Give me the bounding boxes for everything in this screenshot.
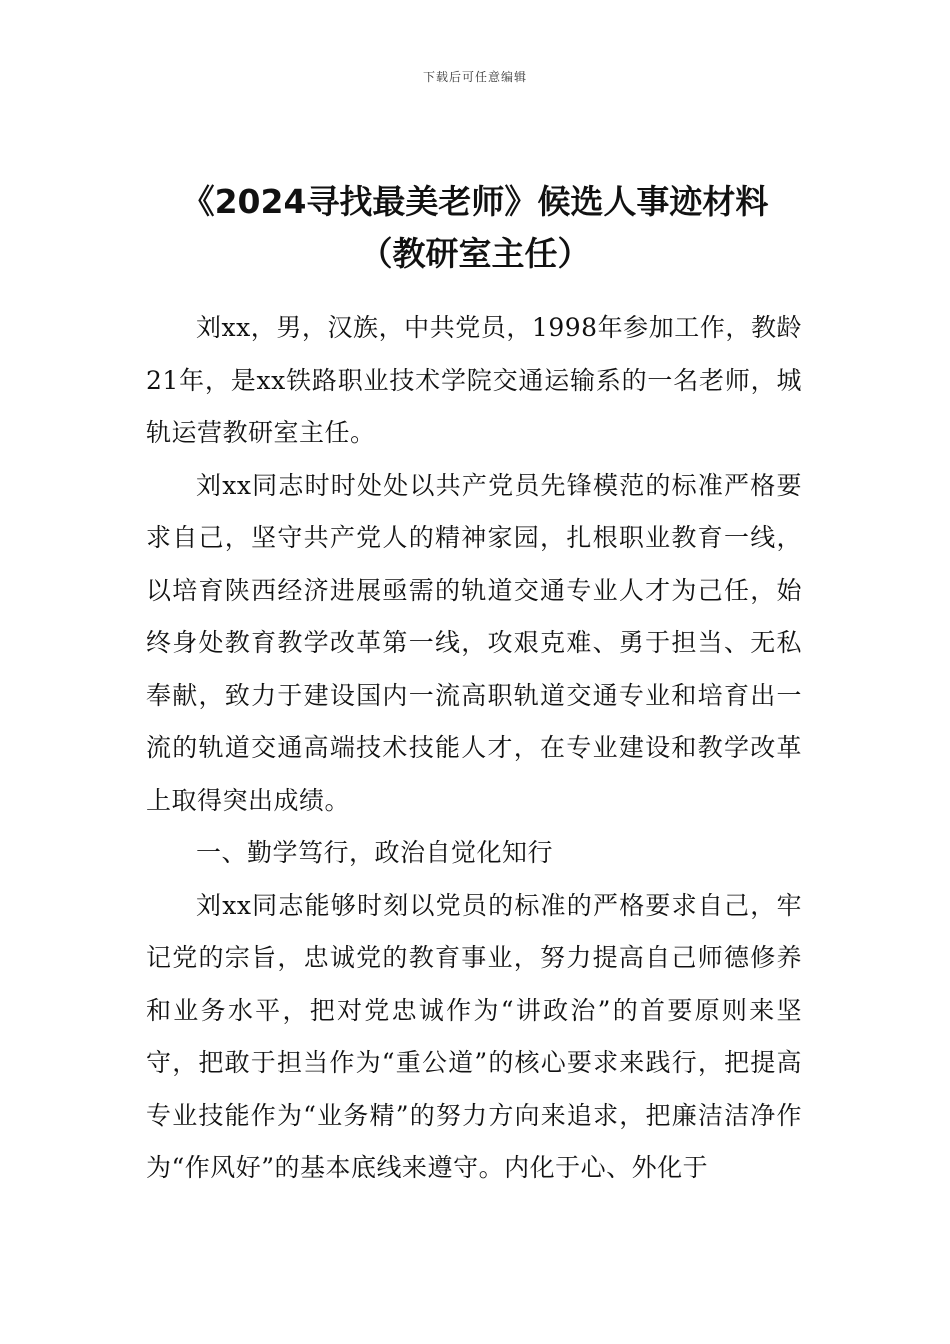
paragraph-intro: 刘xx，男，汉族，中共党员，1998年参加工作，教龄21年，是xx铁路职业技术学院交通运输系的一名老师，城轨运营教研室主任。 bbox=[146, 313, 802, 447]
header-note: 下载后可任意编辑 bbox=[422, 70, 527, 84]
title-line-1: 《2024寻找最美老师》候选人事迹材料 bbox=[181, 182, 769, 221]
section-heading-1: 一、勤学笃行，政治自觉化知行 bbox=[196, 838, 554, 867]
paragraph-section-1: 刘xx同志能够时刻以党员的标准的严格要求自己，牢记党的宗旨，忠诚党的教育事业，努力提高自己师德修养和业务水平，把对党忠诚作为“讲政治”的首要原则来坚守，把敢于担当作为“重公道”的核心要求来践行，把提高专业技能作为“业务精”的努力方向来追求，把廉洁洁净作为“作风好”的基本底线来遵守。内化于心、外化于 bbox=[146, 890, 802, 1182]
paragraph-summary: 刘xx同志时时处处以共产党员先锋模范的标准严格要求自己，坚守共产党人的精神家园，扎根职业教育一线，以培育陕西经济进展亟需的轨道交通专业人才为己任，始终身处教育教学改革第一线，攻艰克难、勇于担当、无私奉献，致力于建设国内一流高职轨道交通专业和培育出一流的轨道交通高端技术技能人才，在专业建设和教学改革上取得突出成绩。 bbox=[146, 470, 802, 815]
title-line-2: （教研室主任） bbox=[359, 234, 591, 273]
document-title bbox=[100, 176, 850, 280]
document-body bbox=[146, 302, 802, 1195]
